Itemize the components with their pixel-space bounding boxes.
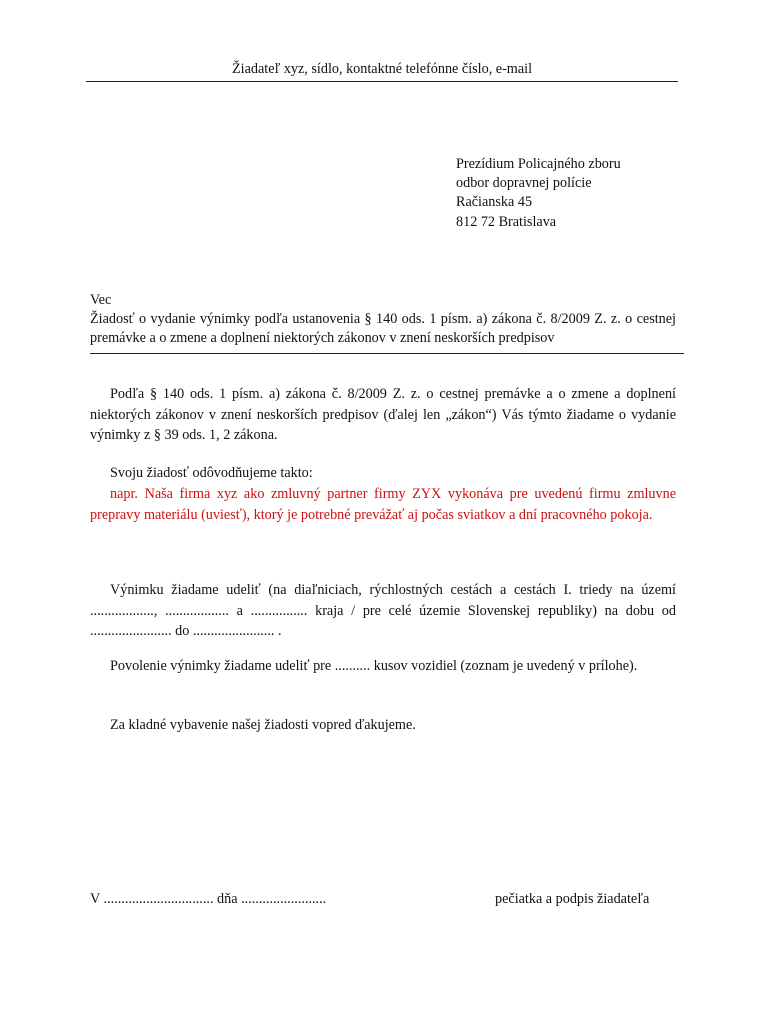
recipient-line-1: Prezídium Policajného zboru xyxy=(456,156,621,172)
applicant-header: Žiadateľ xyz, sídlo, kontaktné telefónne číslo, e-mail xyxy=(231,61,533,77)
exception-paragraph: Výnimku žiadame udeliť (na diaľniciach, rýchlostných cestách a cestách I. triedy na území .................., .................. a ................ kraja / pre celé územie Slovenskej republiky) na dobu od ....................... do ....................... . xyxy=(90,582,676,639)
recipient-line-3: Račianska 45 xyxy=(456,194,533,211)
subject-label: Vec xyxy=(90,292,112,308)
intro-paragraph: Podľa § 140 ods. 1 písm. a) zákona č. 8/2009 Z. z. o cestnej premávke a o zmene a doplnení niektorých zákonov v znení neskorších predpisov (ďalej len „zákon“) Vás týmto žiadame o vydanie výnimky z § 39 ods. 1, 2 zákona. xyxy=(90,386,676,443)
subject-block xyxy=(90,291,676,348)
vehicles-paragraph: Povolenie výnimky žiadame udeliť pre .......... kusov vozidiel (zoznam je uvedený v prílohe). xyxy=(110,658,638,674)
signature-line: pečiatka a podpis žiadateľa xyxy=(495,891,650,907)
thanks-paragraph: Za kladné vybavenie našej žiadosti vopred ďakujeme. xyxy=(110,717,416,733)
subject-text: Žiadosť o vydanie výnimky podľa ustanovenia § 140 ods. 1 písm. a) zákona č. 8/2009 Z. z. o cestnej premávke a o zmene a doplnení niektorých zákonov v znení neskorších predpisov xyxy=(90,311,676,346)
justification-intro: Svoju žiadosť odôvodňujeme takto: xyxy=(110,465,313,481)
header-divider xyxy=(86,81,678,82)
subject-divider xyxy=(90,353,684,354)
recipient-line-4: 812 72 Bratislava xyxy=(456,213,557,230)
justification-example: napr. Naša firma xyz ako zmluvný partner firmy ZYX vykonáva pre uvedenú firmu zmluvne prepravy materiálu (uviesť), ktorý je potrebné prevážať aj počas sviatkov a dní pracovného pokoja. xyxy=(90,486,676,523)
recipient-line-2: odbor dopravnej polície xyxy=(456,175,592,192)
recipient-address xyxy=(456,155,621,232)
place-date-line: V ............................... dňa ........................ xyxy=(90,891,327,907)
